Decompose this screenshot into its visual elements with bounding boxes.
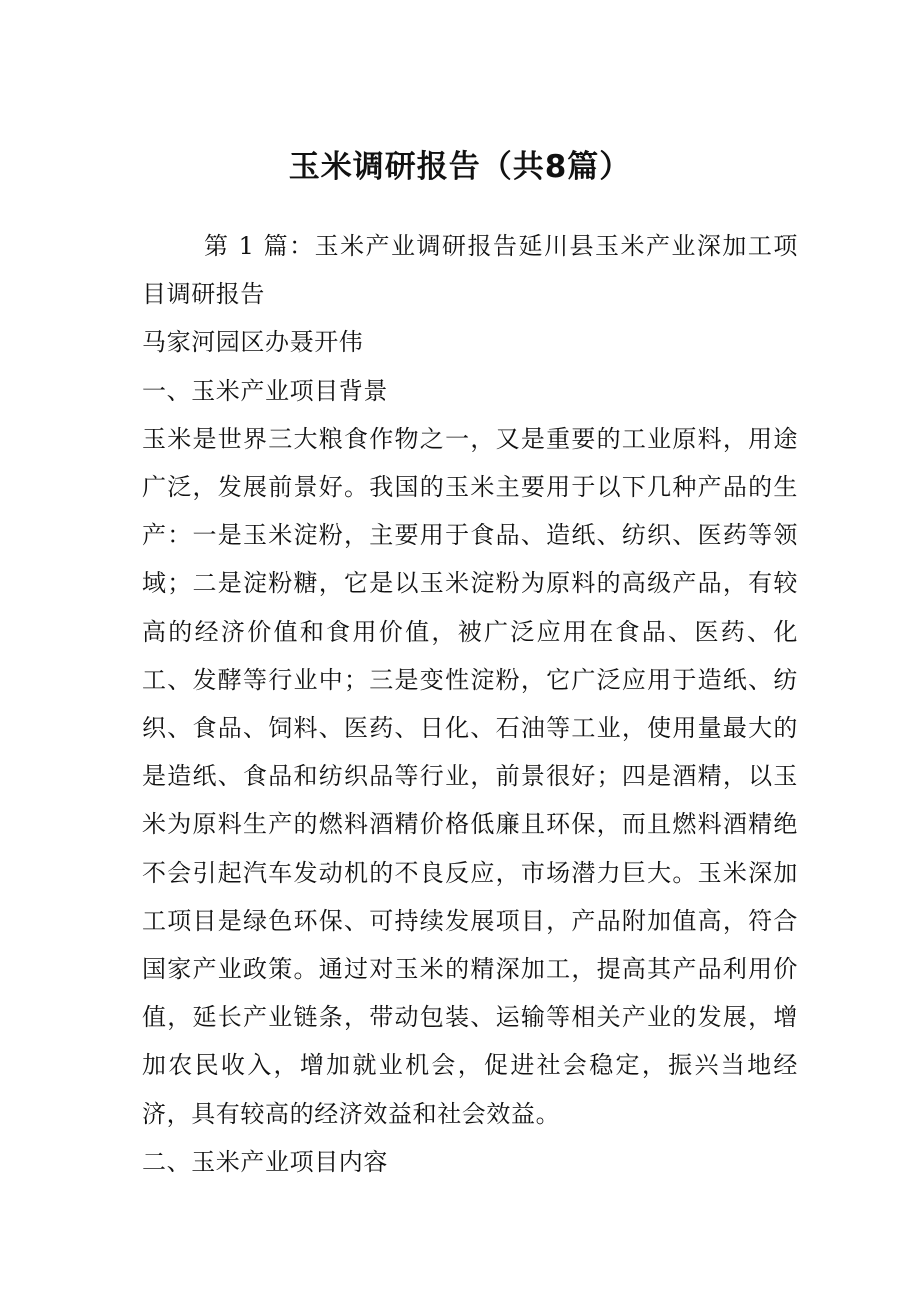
section-heading-1: 一、玉米产业项目背景 [142,376,388,405]
document-body [142,222,798,1186]
chapter-heading: 第 1 篇：玉米产业调研报告延川县玉米产业深加工项目调研报告 [142,232,798,309]
section-heading-2: 二、玉米产业项目内容 [142,1147,388,1176]
body-paragraph: 玉米是世界三大粮食作物之一，又是重要的工业原料，用途广泛，发展前景好。我国的玉米主要用于以下几种产品的生产：一是玉米淀粉，主要用于食品、造纸、纺织、医药等领域；二是淀粉糖，它是以玉米淀粉为原料的高级产品，有较高的经济价值和食用价值，被广泛应用在食品、医药、化工、发酵等行业中；三是变性淀粉，它广泛应用于造纸、纺织、食品、饲料、医药、日化、石油等工业，使用量最大的是造纸、食品和纺织品等行业，前景很好；四是酒精，以玉米为原料生产的燃料酒精价格低廉且环保，而且燃料酒精绝不会引起汽车发动机的不良反应，市场潜力巨大。玉米深加工项目是绿色环保、可持续发展项目，产品附加值高，符合国家产业政策。通过对玉米的精深加工，提高其产品利用价值，延长产业链条，带动包装、运输等相关产业的发展，增加农民收入，增加就业机会，促进社会稳定，振兴当地经济，具有较高的经济效益和社会效益。 [142,424,798,1128]
document-title: 玉米调研报告（共8篇） [288,149,632,185]
author-line: 马家河园区办聂开伟 [142,328,364,357]
